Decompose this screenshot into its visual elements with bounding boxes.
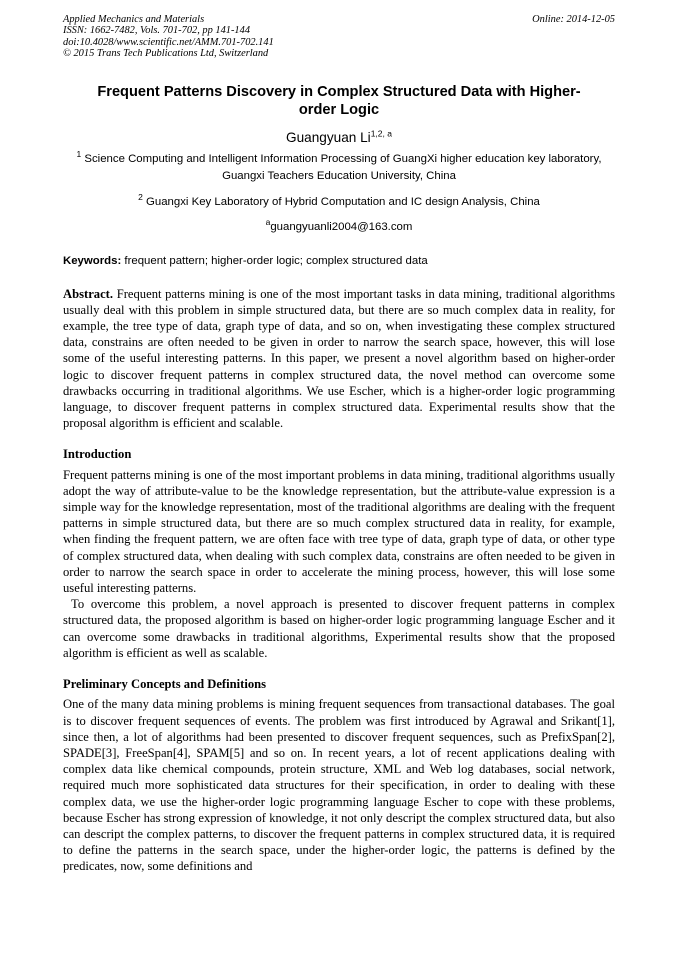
- keywords-text: frequent pattern; higher-order logic; complex structured data: [124, 254, 428, 267]
- affiliation-1-text: Science Computing and Intelligent Information Processing of GuangXi higher education key laboratory, Guangxi Teachers Education University, China: [84, 153, 602, 183]
- author-name: Guangyuan Li: [286, 130, 371, 145]
- introduction-heading: Introduction: [63, 447, 132, 462]
- affiliation-2-sup: 2: [138, 192, 143, 203]
- copyright-line: © 2015 Trans Tech Publications Ltd, Switzerland: [63, 47, 269, 59]
- author-sup: 1,2, a: [370, 128, 392, 139]
- author-line: [63, 129, 615, 147]
- keywords-label: Keywords:: [63, 254, 122, 267]
- email-text: guangyuanli2004@163.com: [270, 221, 413, 234]
- abstract: [63, 286, 615, 432]
- preliminary-paragraph-1: One of the many data mining problems is mining frequent sequences from transactional databases. The goal is to discover frequent sequences of events. The problem was first introduced by Agrawal and Srikant[1], since then, a lot of algorithms had been presented to discover frequent sequences, such as PrefixSpan[2], SPADE[3], FreeSpan[4], SPAM[5] and so on. In recent years, a lot of recent applications dealing with complex data like chemical compounds, protein structure, XML and Web log databases, social network, required much more sophisticated data structures for their specification, in order to dealing with these complex data, we use the higher-order logic programming language Escher to cope with these problems, because Escher has strong expression of knowledge, it not only descript the complex structured data, but also can descript the complex patterns, to discover the frequent patterns in complex structured data, it is required to define the patterns in the search space, under the higher-order logic, the patterns is defined by the predicates, now, some definitions and: [63, 697, 615, 874]
- paper-page: [63, 14, 615, 875]
- affiliation-2-text: Guangxi Key Laboratory of Hybrid Computation and IC design Analysis, China: [146, 195, 540, 208]
- preliminary-heading: Preliminary Concepts and Definitions: [63, 677, 267, 692]
- keywords: [63, 253, 615, 269]
- abstract-label: Abstract.: [63, 286, 114, 301]
- affiliation-1-sup: 1: [76, 149, 82, 160]
- doi-line: doi:10.4028/www.scientific.net/AMM.701-702.141: [63, 36, 274, 48]
- email-sup: a: [265, 217, 271, 228]
- online-date: Online: 2014-12-05: [532, 14, 615, 25]
- introduction-paragraph-2: To overcome this problem, a novel approach is presented to discover frequent patterns in complex structured data, the proposed algorithm is based on higher-order logic programming language Escher and it can overcome some drawbacks in traditional algorithms, Experimental results show that the proposed algorithm is efficient as well as scalable.: [63, 597, 615, 660]
- journal-header: [63, 14, 615, 60]
- introduction-paragraph-1: Frequent patterns mining is one of the most important problems in data mining, traditional algorithms usually adopt the way of attribute-value to be the knowledge representation, but the attribute-value expression is a simple way for the knowledge representation, most of the traditional algorithms are dealing with the frequent patterns in simple structured data, but there are so much complex structured data in reality, for example, when finding the frequent pattern, we are often face with tree type of data, graph type of data, or other type of complex structured data, when dealing with such complex data, constrains are often needed to be given in order to narrow the search space in order to accelerate the mining process, however, this will lose some useful interesting patterns.: [63, 467, 615, 596]
- journal-name: Applied Mechanics and Materials: [63, 14, 205, 25]
- author-email: [63, 219, 615, 236]
- affiliation-2: [63, 194, 615, 211]
- paper-title: Frequent Patterns Discovery in Complex Structured Data with Higher-order Logic: [97, 84, 581, 118]
- issn-line: ISSN: 1662-7482, Vols. 701-702, pp 141-144: [63, 25, 251, 37]
- affiliation-1: [63, 151, 615, 186]
- abstract-text: Frequent patterns mining is one of the most important tasks in data mining, traditional algorithms usually deal with this problem in simple structured data, but there are so much complex data in reality, for example, the tree type of data, graph type of data, and so on, when investigating these complex structured data, constrains are often needed to be given in order to narrow the search space, however, this will lose some of the useful interesting patterns. In this paper, we present a novel algorithm based on higher-order logic to discover frequent patterns in complex structured data, the novel method can overcome some drawbacks occurring in traditional algorithms. We use Escher, which is a higher-order logic programming language, to discover frequent patterns in complex structured data. Experimental results show that the proposal algorithm is efficient and scalable.: [63, 286, 616, 431]
